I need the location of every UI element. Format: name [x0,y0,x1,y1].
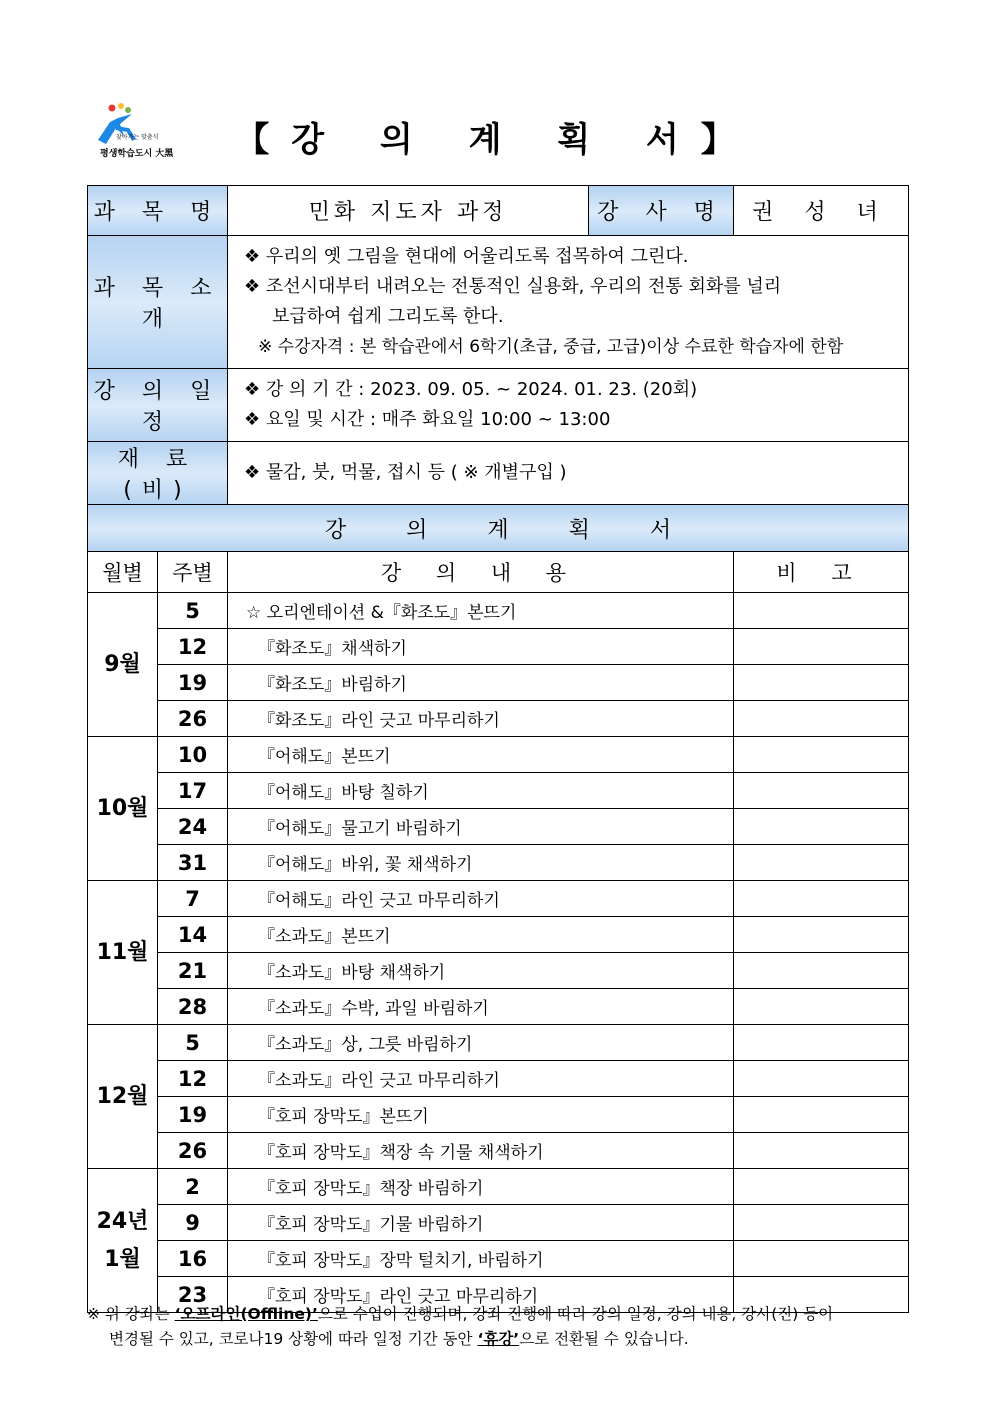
lesson-content: ☆ 오리엔테이션 &『화조도』본뜨기 [228,593,734,629]
week-number: 9 [158,1205,228,1241]
intro-label: 과 목 소 개 [88,236,228,369]
note-cell [734,1169,909,1205]
materials-label: 재 료 (비) [88,442,228,505]
note-cell [734,1205,909,1241]
week-number: 12 [158,1061,228,1097]
week-number: 7 [158,881,228,917]
month-label: 10월 [88,737,158,881]
page-title: 【강 의 계 획 서】 [235,120,757,160]
plan-section-title: 강의계획서 [88,505,909,552]
col-week-header: 주별 [158,552,228,593]
lesson-content: 『어해도』라인 긋고 마무리하기 [228,881,734,917]
month-label-year: 24년 [96,1208,149,1234]
month-label [88,1169,158,1313]
footnote-text: 으로 수업이 진행되며, 강좌 진행에 따라 강의 일정, 강의 내용, 강사(진) 등이 [317,1305,834,1323]
note-cell [734,593,909,629]
intro-line: ❖ 조선시대부터 내려오는 전통적인 실용화, 우리의 전통 회화를 널리 [244,276,782,297]
schedule-label: 강 의 일 정 [88,369,228,442]
footnote-line-2 [87,1327,917,1352]
col-content-header: 강 의 내 용 [228,552,734,593]
logo-tagline: 찾아가는 맞춤식 [116,134,159,141]
lesson-content: 『호피 장막도』기물 바림하기 [228,1205,734,1241]
schedule-period: ❖ 강 의 기 간 : 2023. 09. 05. ~ 2024. 01. 23. (20회) [244,379,698,400]
intro-line: ❖ 우리의 옛 그림을 현대에 어울리도록 접목하여 그린다. [244,246,689,267]
lesson-content: 『소과도』라인 긋고 마무리하기 [228,1061,734,1097]
week-number: 5 [158,593,228,629]
lesson-content: 『호피 장막도』책장 속 기물 채색하기 [228,1133,734,1169]
footnote-text: 으로 전환될 수 있습니다. [519,1330,689,1348]
note-cell [734,1061,909,1097]
week-number: 12 [158,629,228,665]
footnote-text: 변경될 수 있고, 코로나19 상황에 따라 일정 기간 동안 [109,1330,478,1348]
materials-value: ❖ 물감, 붓, 먹물, 접시 등 ( ※ 개별구입 ) [228,442,909,505]
note-cell [734,1241,909,1277]
week-number: 31 [158,845,228,881]
note-cell [734,881,909,917]
lesson-content: 『어해도』바탕 칠하기 [228,773,734,809]
lesson-content: 『어해도』물고기 바림하기 [228,809,734,845]
note-cell [734,629,909,665]
lesson-content: 『어해도』본뜨기 [228,737,734,773]
lesson-content: 『호피 장막도』장막 털치기, 바림하기 [228,1241,734,1277]
month-label-month: 1월 [104,1246,141,1272]
week-number: 5 [158,1025,228,1061]
week-number: 14 [158,917,228,953]
note-cell [734,737,909,773]
note-cell [734,665,909,701]
footnote [87,1302,917,1352]
lesson-content: 『화조도』바림하기 [228,665,734,701]
break-highlight: ‘휴강’ [477,1330,520,1348]
note-cell [734,989,909,1025]
offline-highlight: ‘오프라인(Offline)’ [174,1305,318,1323]
note-cell [734,773,909,809]
lesson-content: 『소과도』본뜨기 [228,917,734,953]
note-cell [734,1025,909,1061]
note-cell [734,917,909,953]
note-cell [734,953,909,989]
subject-value: 민화 지도자 과정 [228,186,589,236]
note-cell [734,845,909,881]
month-label: 9월 [88,593,158,737]
lesson-content: 『소과도』상, 그릇 바림하기 [228,1025,734,1061]
week-number: 19 [158,1097,228,1133]
week-number: 28 [158,989,228,1025]
subject-label: 과 목 명 [88,186,228,236]
footnote-line-1 [87,1302,917,1327]
note-cell [734,1097,909,1133]
note-cell [734,1133,909,1169]
footnote-text: ※ 위 강좌는 [87,1305,175,1323]
intro-line: 보급하여 쉽게 그리도록 한다. [272,306,504,327]
week-number: 2 [158,1169,228,1205]
note-cell [734,701,909,737]
week-number: 21 [158,953,228,989]
schedule-time: ❖ 요일 및 시간 : 매주 화요일 10:00 ~ 13:00 [244,409,611,430]
week-number: 17 [158,773,228,809]
lesson-content: 『어해도』바위, 꽃 채색하기 [228,845,734,881]
month-label: 11월 [88,881,158,1025]
week-number: 10 [158,737,228,773]
instructor-value: 권 성 녀 [734,186,909,236]
lesson-content: 『소과도』수박, 과일 바림하기 [228,989,734,1025]
week-number: 19 [158,665,228,701]
lesson-content: 『소과도』바탕 채색하기 [228,953,734,989]
lesson-content: 『호피 장막도』라인 긋고 마무리하기 [228,1277,734,1313]
month-label: 12월 [88,1025,158,1169]
logo-city-name: 평생학습도시 大黑 [100,149,174,159]
instructor-label: 강 사 명 [589,186,734,236]
schedule-content [228,369,909,442]
col-note-header: 비 고 [734,552,909,593]
week-number: 16 [158,1241,228,1277]
week-number: 23 [158,1277,228,1313]
col-month-header: 월별 [88,552,158,593]
note-cell [734,809,909,845]
lesson-content: 『화조도』라인 긋고 마무리하기 [228,701,734,737]
lesson-content: 『화조도』채색하기 [228,629,734,665]
week-number: 26 [158,701,228,737]
lecture-plan-table [87,185,909,1313]
intro-content [228,236,909,369]
lesson-content: 『호피 장막도』본뜨기 [228,1097,734,1133]
week-number: 26 [158,1133,228,1169]
eligibility-note: ※ 수강자격 : 본 학습관에서 6학기(초급, 중급, 고급)이상 수료한 학습자에 한함 [258,337,844,357]
lesson-content: 『호피 장막도』책장 바림하기 [228,1169,734,1205]
week-number: 24 [158,809,228,845]
